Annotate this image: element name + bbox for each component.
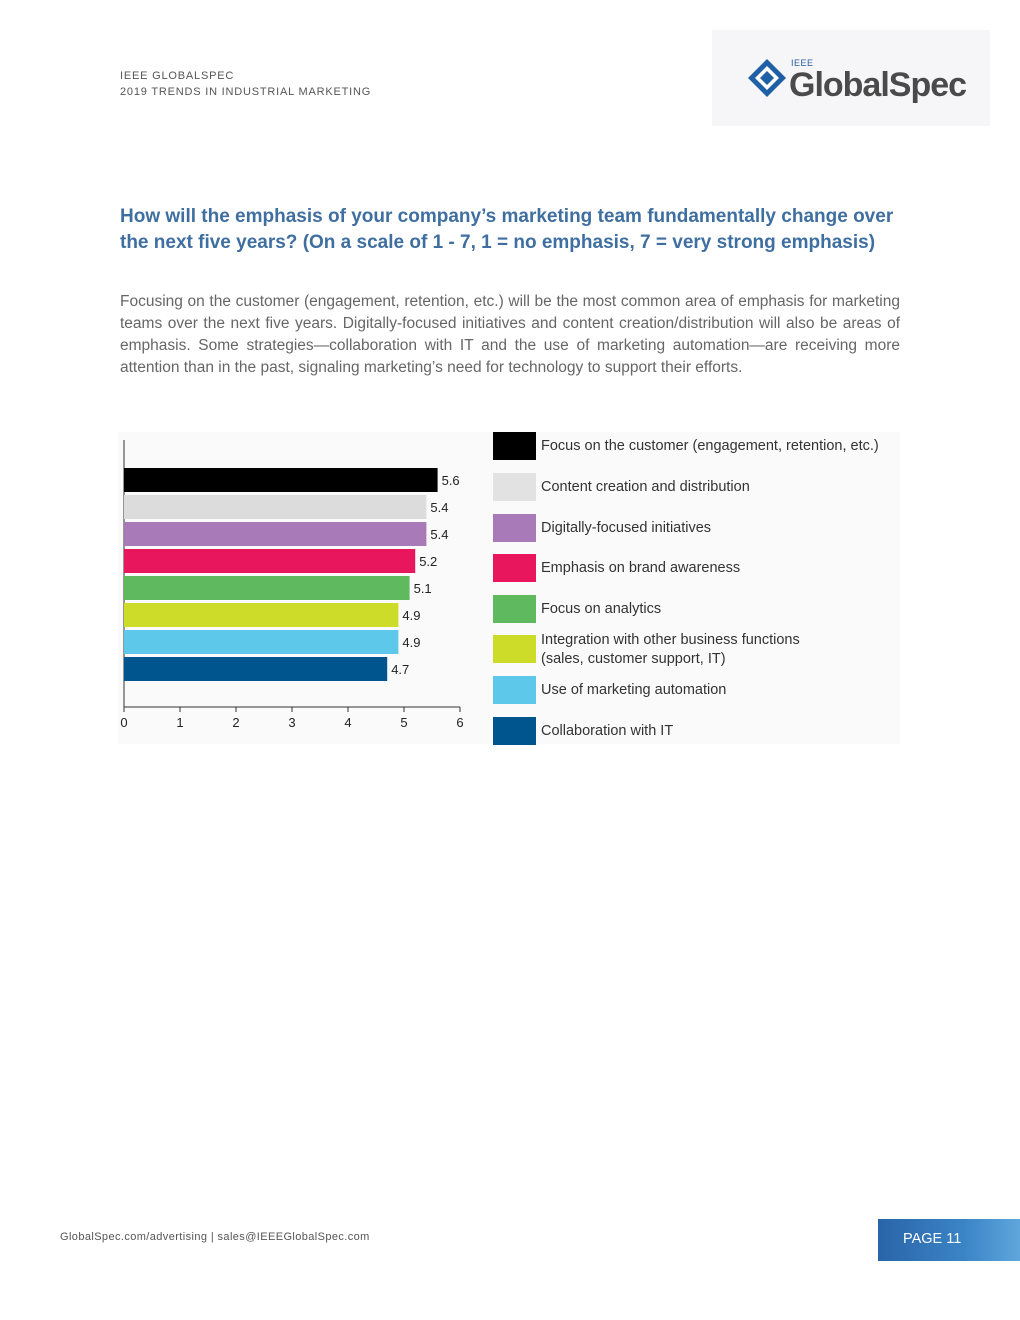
legend-label-line: Focus on analytics [541, 601, 662, 617]
x-tick-label: 1 [176, 715, 184, 730]
bar-value-label: 4.7 [391, 662, 410, 677]
legend-item [493, 632, 908, 667]
legend-swatch [493, 554, 536, 582]
legend-swatch [493, 514, 536, 542]
bar [124, 495, 426, 519]
logo-ieee-text: IEEE [791, 58, 814, 68]
legend-item [493, 595, 908, 623]
legend-label [541, 437, 879, 456]
page-number-tab [878, 1219, 1020, 1261]
legend-swatch [493, 635, 536, 663]
bar-value-label: 5.1 [413, 581, 432, 596]
legend-label [541, 631, 800, 669]
bar-value-label: 5.4 [430, 500, 449, 515]
survey-question: How will the emphasis of your company’s marketing team fundamentally change over the next five years? (On a scale of 1 - 7, 1 = no emphasis, 7 = very strong emphasis) [120, 206, 894, 253]
bar [124, 576, 410, 600]
legend-label-line: (sales, customer support, IT) [541, 651, 726, 667]
legend-label [541, 600, 661, 619]
bar [124, 522, 426, 546]
bar [124, 468, 438, 492]
legend-label-line: Digitally-focused initiatives [541, 520, 712, 536]
x-tick-label: 2 [232, 715, 240, 730]
legend-swatch [493, 676, 536, 704]
logo-wordmark: GlobalSpec [789, 66, 967, 104]
legend-swatch [493, 473, 536, 501]
page-number: PAGE 11 [903, 1231, 962, 1247]
legend-label [541, 519, 711, 538]
header-publisher: IEEE GLOBALSPEC [120, 70, 235, 82]
legend-label [541, 722, 673, 741]
legend-label-line: Focus on the customer (engagement, retention, etc.) [541, 438, 879, 454]
bar-value-label: 5.6 [441, 473, 460, 488]
x-tick-label: 5 [400, 715, 408, 730]
bar-value-label: 5.2 [419, 554, 438, 569]
legend-label [541, 681, 726, 700]
bar [124, 603, 398, 627]
legend-item [493, 717, 908, 745]
legend-label-line: Use of marketing automation [541, 682, 727, 698]
bar [124, 549, 415, 573]
legend-swatch [493, 432, 536, 460]
x-tick-label: 6 [456, 715, 464, 730]
x-tick-label: 3 [288, 715, 296, 730]
legend-item [493, 432, 908, 460]
legend-label-line: Emphasis on brand awareness [541, 560, 741, 576]
legend-item [493, 473, 908, 501]
header-report-title: 2019 TRENDS IN INDUSTRIAL MARKETING [120, 86, 372, 98]
question-summary: Focusing on the customer (engagement, retention, etc.) will be the most common area of emphasis for marketing teams over the next five years. Digitally-focused initiatives and content creation/distribution will also be areas of emphasis. Some strategies—collaboration with IT and the use of marketing automation—are receiving more attention than in the past, signaling marketing’s need for technology to support their efforts. [120, 293, 900, 376]
legend-label-line: Content creation and distribution [541, 479, 750, 495]
bar-value-label: 4.9 [402, 608, 421, 623]
footer-contact: GlobalSpec.com/advertising | sales@IEEEGlobalSpec.com [60, 1231, 370, 1243]
x-tick-label: 4 [344, 715, 352, 730]
legend-label [541, 559, 740, 578]
legend-label-line: Integration with other business functions [541, 632, 800, 648]
legend-label [541, 478, 750, 497]
legend-item [493, 514, 908, 542]
legend-swatch [493, 717, 536, 745]
x-tick-label: 0 [120, 715, 128, 730]
bar [124, 657, 387, 681]
bar-value-label: 5.4 [430, 527, 449, 542]
bar [124, 630, 398, 654]
legend-label-line: Collaboration with IT [541, 723, 674, 739]
legend-item [493, 554, 908, 582]
legend-swatch [493, 595, 536, 623]
legend-item [493, 676, 908, 704]
bar-value-label: 4.9 [402, 635, 421, 650]
